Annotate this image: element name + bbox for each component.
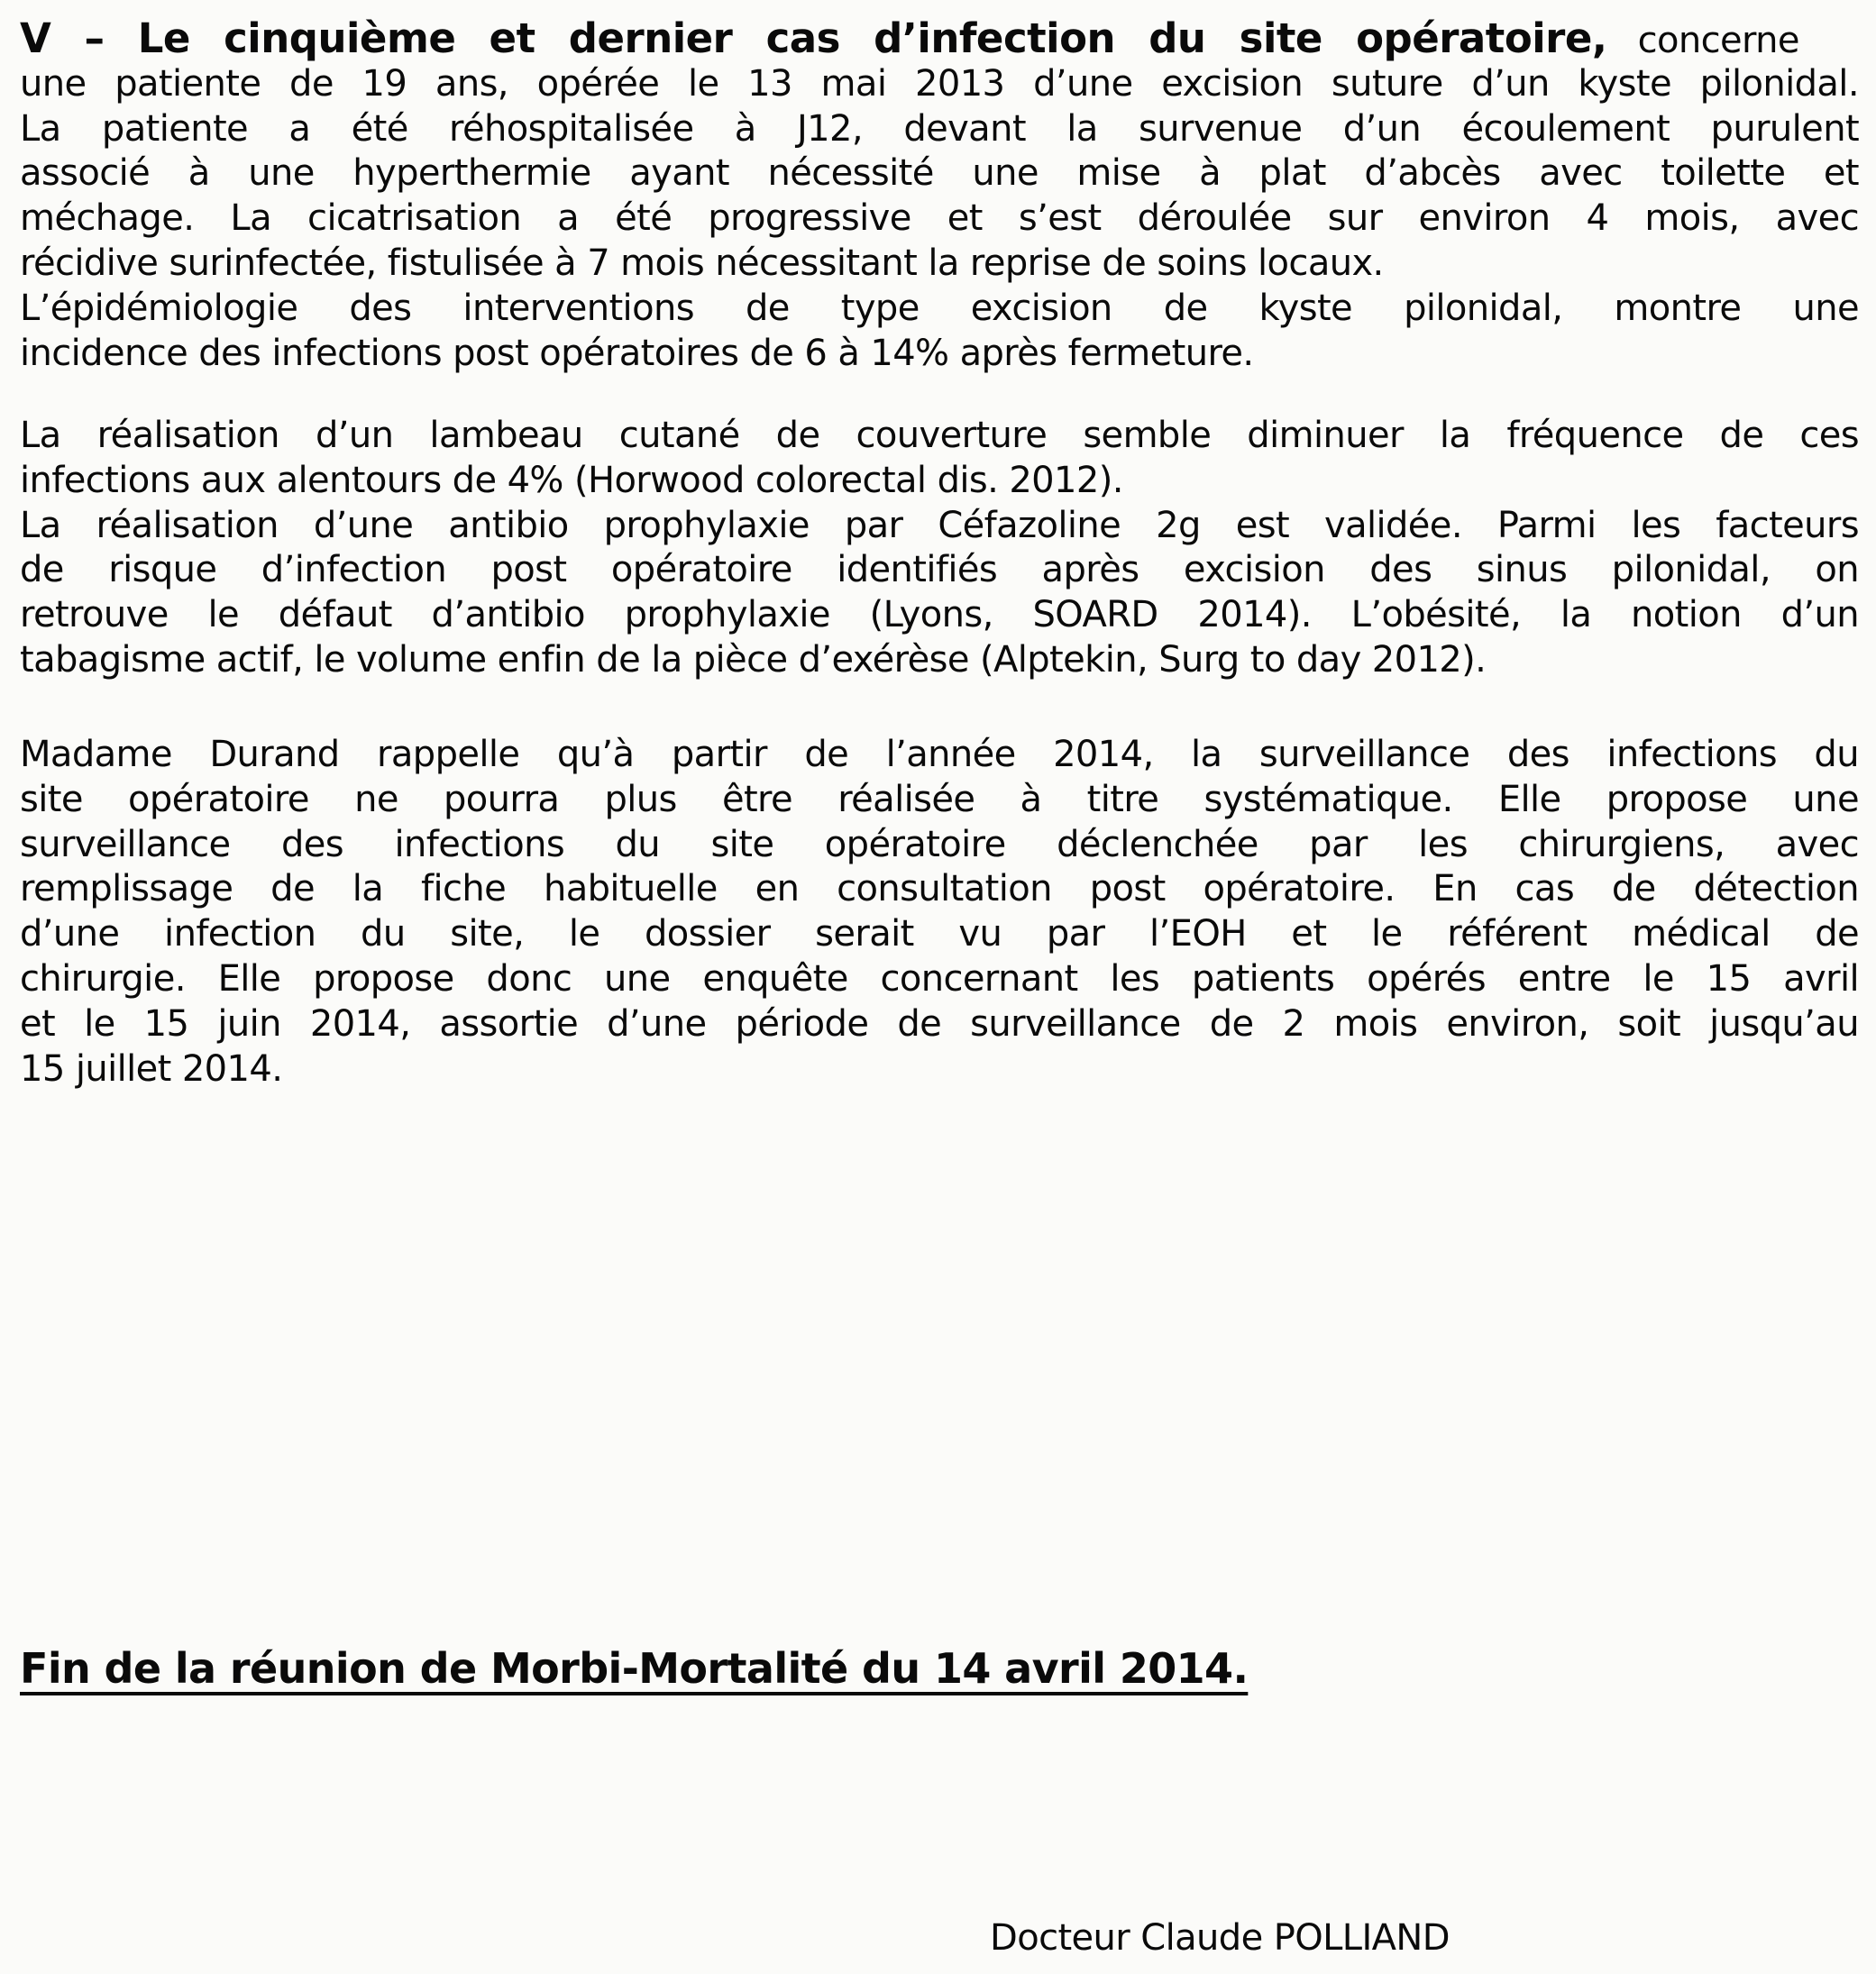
paragraph3-line: site opératoire ne pourra plus être réalisée à titre systématique. Elle propose une xyxy=(20,779,1859,820)
paragraph1-line: récidive surinfectée, fistulisée à 7 mois nécessitant la reprise de soins locaux. xyxy=(20,242,1384,284)
section-title-line xyxy=(20,16,1859,61)
paragraph1-line: une patiente de 19 ans, opérée le 13 mai 2013 d’une excision suture d’un kyste pilonidal. xyxy=(20,63,1859,105)
paragraph1-line: L’épidémiologie des interventions de type excision de kyste pilonidal, montre une xyxy=(20,288,1859,329)
paragraph1-line: associé à une hyperthermie ayant nécessité une mise à plat d’abcès avec toilette et xyxy=(20,152,1860,194)
paragraph2-line: de risque d’infection post opératoire identifiés après excision des sinus pilonidal, on xyxy=(20,549,1859,590)
paragraph1-line: incidence des infections post opératoires de 6 à 14% après fermeture. xyxy=(20,333,1254,374)
paragraph2-line: retrouve le défaut d’antibio prophylaxie (Lyons, SOARD 2014). L’obésité, la notion d’un xyxy=(20,594,1860,635)
paragraph1-line: La patiente a été réhospitalisée à J12, devant la survenue d’un écoulement purulent xyxy=(20,108,1860,150)
paragraph1-line: concerne xyxy=(1637,20,1799,61)
paragraph2-line: infections aux alentours de 4% (Horwood colorectal dis. 2012). xyxy=(20,460,1123,501)
paragraph3-line: surveillance des infections du site opératoire déclenchée par les chirurgiens, avec xyxy=(20,824,1860,865)
signature: Docteur Claude POLLIAND xyxy=(990,1917,1450,1959)
paragraph2-line: tabagisme actif, le volume enfin de la pièce d’exérèse (Alptekin, Surg to day 2012). xyxy=(20,639,1487,681)
paragraph3-line: Madame Durand rappelle qu’à partir de l’année 2014, la surveillance des infections du xyxy=(20,734,1859,775)
paragraph3-line: et le 15 juin 2014, assortie d’une période de surveillance de 2 mois environ, soit jusqu’au xyxy=(20,1003,1859,1045)
paragraph1-line: méchage. La cicatrisation a été progressive et s’est déroulée sur environ 4 mois, avec xyxy=(20,197,1859,239)
paragraph2-line: La réalisation d’une antibio prophylaxie par Céfazoline 2g est validée. Parmi les facteurs xyxy=(20,505,1859,546)
paragraph3-line: 15 juillet 2014. xyxy=(20,1048,283,1090)
paragraph2-line: La réalisation d’un lambeau cutané de couverture semble diminuer la fréquence de ces xyxy=(20,415,1860,456)
paragraph3-line: d’une infection du site, le dossier serait vu par l’EOH et le référent médical de xyxy=(20,913,1860,955)
section-title: V – Le cinquième et dernier cas d’infection du site opératoire, xyxy=(20,14,1607,62)
meeting-conclusion: Fin de la réunion de Morbi-Mortalité du 14 avril 2014. xyxy=(20,1644,1249,1693)
paragraph3-line: chirurgie. Elle propose donc une enquête concernant les patients opérés entre le 15 avril xyxy=(20,958,1859,1000)
paragraph3-line: remplissage de la fiche habituelle en consultation post opératoire. En cas de détection xyxy=(20,868,1859,909)
